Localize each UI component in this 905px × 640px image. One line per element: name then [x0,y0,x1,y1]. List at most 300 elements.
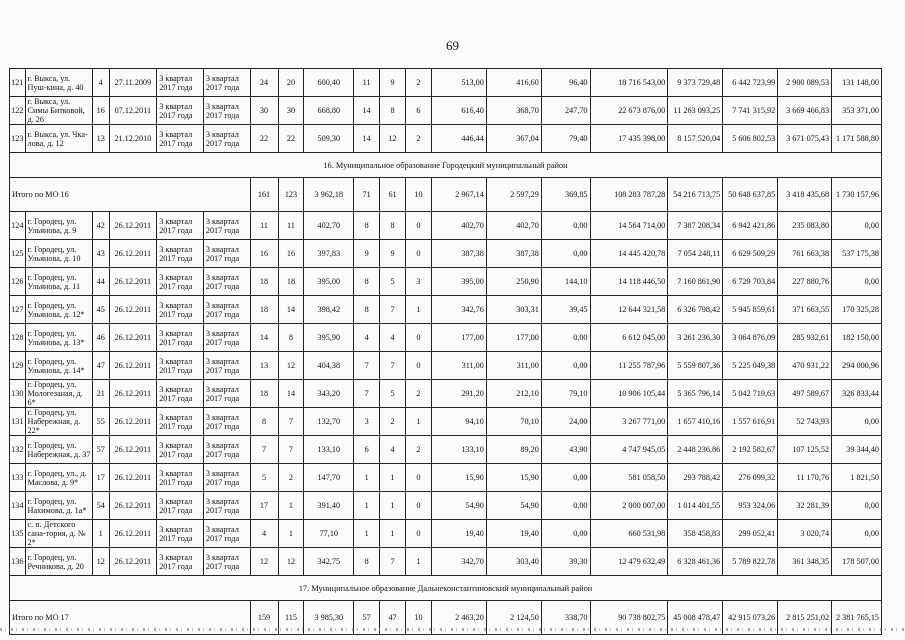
cell-r2: 7 [380,296,406,324]
cell-r1: 1 [354,464,380,492]
section-title: 17. Муниципальное образование Дальнеконстантиновский муниципальный район [10,576,882,601]
cell-s1: 12 479 632,49 [590,548,668,576]
cell-q2: 3 квартал 2017 года [203,548,250,576]
cell-q1: 3 квартал 2017 года [157,408,204,436]
table-row [10,408,882,436]
cell-r1: 8 [354,212,380,240]
cell-s2: 3 261 236,30 [668,324,723,352]
cell-area: 133,10 [304,436,354,464]
total-r2: 61 [380,178,406,212]
total-r3: 10 [405,601,431,635]
cell-q1: 3 квартал 2017 года [157,520,204,548]
total-s1: 108 283 787,28 [590,178,668,212]
cell-s3: 7 741 315,92 [723,97,778,125]
cell-c1: 8 [250,408,278,436]
total-a2: 2 124,50 [486,601,541,635]
cell-c1: 18 [250,296,278,324]
cell-n: 134 [10,492,26,520]
cell-r3: 0 [405,520,431,548]
cell-q2: 3 квартал 2017 года [203,436,250,464]
cell-s3: 5 945 859,61 [723,296,778,324]
cell-s2: 6 328 461,36 [668,548,723,576]
cell-r2: 1 [380,520,406,548]
cell-s4: 32 281,39 [778,492,832,520]
cell-s2: 5 559 807,36 [668,352,723,380]
cell-s5: 0,00 [832,492,882,520]
cell-date: 26.12.2011 [109,296,157,324]
cell-area: 77,10 [304,520,354,548]
cell-date: 21.12.2010 [109,125,157,153]
cell-s3: 953 324,06 [723,492,778,520]
cell-a1: 291,20 [431,380,486,408]
cell-s4: 227 880,76 [778,268,832,296]
cell-q1: 3 квартал 2017 года [157,324,204,352]
cell-no: 44 [92,268,109,296]
total-a1: 2 463,20 [431,601,486,635]
total-s2: 54 216 713,75 [668,178,723,212]
cell-s1: 581 058,50 [590,464,668,492]
total-r1: 71 [354,178,380,212]
cell-s4: 52 743,93 [778,408,832,436]
cell-s2: 7 054 248,11 [668,240,723,268]
cell-s1: 22 673 876,00 [590,97,668,125]
cell-no: 1 [92,520,109,548]
cell-s1: 3 267 771,00 [590,408,668,436]
cell-a2: 15,90 [486,464,541,492]
cell-q1: 3 квартал 2017 года [157,268,204,296]
cell-a1: 19,40 [431,520,486,548]
total-r3: 10 [405,178,431,212]
cell-a2: 416,60 [486,69,541,97]
cell-q1: 3 квартал 2017 года [157,436,204,464]
table-row [10,69,882,97]
cell-s4: 3 669 466,83 [778,97,832,125]
cell-s2: 11 263 093,25 [668,97,723,125]
cell-c2: 16 [278,240,304,268]
cell-a1: 15,90 [431,464,486,492]
cell-q1: 3 квартал 2017 года [157,240,204,268]
cell-q2: 3 квартал 2017 года [203,380,250,408]
cell-date: 26.12.2011 [109,548,157,576]
cell-a3: 79,40 [541,125,590,153]
cell-q2: 3 квартал 2017 года [203,268,250,296]
cell-s2: 9 373 729,48 [668,69,723,97]
cell-area: 342,75 [304,548,354,576]
cell-r2: 5 [380,268,406,296]
cell-s5: 1 821,50 [832,464,882,492]
cell-q1: 3 квартал 2017 года [157,296,204,324]
table-row [10,268,882,296]
cell-s3: 5 789 822,78 [723,548,778,576]
cell-addr: г. Городец, ул. Ульянова, д. 12* [25,296,92,324]
cell-r1: 8 [354,296,380,324]
cell-n: 130 [10,380,26,408]
cell-s3: 5 225 049,38 [723,352,778,380]
cell-n: 131 [10,408,26,436]
cell-area: 668,80 [304,97,354,125]
cell-s4: 107 125,52 [778,436,832,464]
cell-n: 125 [10,240,26,268]
cell-c2: 22 [278,125,304,153]
cell-area: 395,90 [304,324,354,352]
cell-s5: 294 000,96 [832,352,882,380]
cell-s3: 6 729 703,84 [723,268,778,296]
cell-s5: 170 325,28 [832,296,882,324]
cell-s1: 14 564 714,00 [590,212,668,240]
cell-s1: 18 716 543,00 [590,69,668,97]
cell-q1: 3 квартал 2017 года [157,492,204,520]
cell-n: 132 [10,436,26,464]
cell-no: 17 [92,464,109,492]
cell-c2: 1 [278,492,304,520]
cell-r3: 0 [405,352,431,380]
cell-q1: 3 квартал 2017 года [157,69,204,97]
total-s4: 3 418 435,68 [778,178,832,212]
cell-s3: 299 052,41 [723,520,778,548]
cell-s1: 10 906 105,44 [590,380,668,408]
cell-date: 26.12.2011 [109,436,157,464]
table-row [10,548,882,576]
cell-s4: 285 932,61 [778,324,832,352]
cell-s3: 2 192 582,67 [723,436,778,464]
cell-area: 398,42 [304,296,354,324]
cell-c1: 14 [250,324,278,352]
cell-r2: 8 [380,212,406,240]
cell-addr: с. п. Детского сана-тория, д. № 2* [25,520,92,548]
cell-r2: 4 [380,436,406,464]
cell-s4: 3 020,74 [778,520,832,548]
cell-r3: 2 [405,436,431,464]
cell-q2: 3 квартал 2017 года [203,97,250,125]
cell-s1: 17 435 398,00 [590,125,668,153]
cell-s2: 7 387 208,34 [668,212,723,240]
cell-addr: г. Городец, ул. Мологезаная, д. 6* [25,380,92,408]
cell-s2: 293 788,42 [668,464,723,492]
cell-a3: 0,00 [541,324,590,352]
cell-s4: 235 083,80 [778,212,832,240]
table-row [10,240,882,268]
cell-r3: 1 [405,408,431,436]
cell-c1: 22 [250,125,278,153]
cell-date: 27.11.2009 [109,69,157,97]
cell-addr: г. Городец, ул. Ульянова, д. 11 [25,268,92,296]
cell-s1: 2 000 007,00 [590,492,668,520]
scan-edge-noise [0,628,905,631]
cell-area: 147,70 [304,464,354,492]
cell-s5: 178 507,00 [832,548,882,576]
cell-a2: 303,40 [486,548,541,576]
cell-s5: 182 150,00 [832,324,882,352]
cell-a1: 616,40 [431,97,486,125]
cell-r3: 0 [405,492,431,520]
total-label: Итого по МО 17 [10,601,251,635]
table-row [10,125,882,153]
cell-a1: 446,44 [431,125,486,153]
cell-q2: 3 квартал 2017 года [203,324,250,352]
cell-r3: 1 [405,548,431,576]
cell-r2: 8 [380,97,406,125]
cell-a2: 311,00 [486,352,541,380]
cell-r2: 7 [380,352,406,380]
cell-addr: г. Выкса, ул. Чка-лова, д. 12 [25,125,92,153]
cell-a2: 19,40 [486,520,541,548]
cell-a1: 177,00 [431,324,486,352]
cell-s5: 353 371,00 [832,97,882,125]
cell-a1: 395,00 [431,268,486,296]
cell-s2: 8 157 520,04 [668,125,723,153]
cell-addr: г. Городец, ул., д. Маслова, д. 9* [25,464,92,492]
cell-a1: 402,70 [431,212,486,240]
page-number: 69 [446,38,459,53]
cell-r1: 8 [354,548,380,576]
cell-a2: 387,38 [486,240,541,268]
cell-n: 123 [10,125,26,153]
cell-r1: 9 [354,240,380,268]
cell-r3: 1 [405,296,431,324]
cell-c2: 11 [278,212,304,240]
cell-addr: г. Городец, ул. Набережная, д. 37 [25,436,92,464]
cell-c2: 12 [278,548,304,576]
cell-q1: 3 квартал 2017 года [157,212,204,240]
cell-q2: 3 квартал 2017 года [203,520,250,548]
total-r1: 57 [354,601,380,635]
cell-no: 54 [92,492,109,520]
cell-a3: 0,00 [541,212,590,240]
cell-s1: 11 255 787,96 [590,352,668,380]
cell-c1: 17 [250,492,278,520]
cell-date: 26.12.2011 [109,380,157,408]
cell-n: 122 [10,97,26,125]
cell-c2: 1 [278,520,304,548]
cell-a2: 250,90 [486,268,541,296]
cell-addr: г. Выкса, ул. Симы Битковой, д. 26 [25,97,92,125]
total-c2: 115 [278,601,304,635]
cell-r3: 0 [405,212,431,240]
cell-q1: 3 квартал 2017 года [157,125,204,153]
cell-addr: г. Городец, ул. Набережная, д. 22* [25,408,92,436]
total-s5: 1 730 157,96 [832,178,882,212]
cell-r1: 11 [354,69,380,97]
cell-s5: 39 344,40 [832,436,882,464]
cell-c2: 14 [278,296,304,324]
cell-a2: 402,70 [486,212,541,240]
total-a1: 2 967,14 [431,178,486,212]
cell-r1: 7 [354,352,380,380]
cell-a1: 54,90 [431,492,486,520]
cell-c2: 18 [278,268,304,296]
cell-r3: 2 [405,125,431,153]
table-row [10,97,882,125]
cell-no: 47 [92,352,109,380]
cell-c1: 24 [250,69,278,97]
cell-date: 26.12.2011 [109,240,157,268]
cell-area: 402,70 [304,212,354,240]
cell-s1: 14 445 420,78 [590,240,668,268]
table-row [10,212,882,240]
cell-a1: 133,10 [431,436,486,464]
cell-c2: 14 [278,380,304,408]
cell-s3: 6 629 509,29 [723,240,778,268]
table-row [10,324,882,352]
cell-r2: 9 [380,240,406,268]
cell-s3: 5 606 802,53 [723,125,778,153]
cell-s4: 2 900 089,53 [778,69,832,97]
cell-q2: 3 квартал 2017 года [203,240,250,268]
cell-area: 397,83 [304,240,354,268]
total-c1: 159 [250,601,278,635]
cell-a2: 89,20 [486,436,541,464]
cell-no: 43 [92,240,109,268]
cell-n: 135 [10,520,26,548]
total-c2: 123 [278,178,304,212]
total-label: Итого по МО 16 [10,178,251,212]
table-row [10,492,882,520]
cell-s1: 660 531,98 [590,520,668,548]
cell-r2: 2 [380,408,406,436]
cell-c2: 20 [278,69,304,97]
cell-a3: 0,00 [541,492,590,520]
cell-a3: 39,30 [541,548,590,576]
cell-r3: 0 [405,324,431,352]
cell-s5: 0,00 [832,268,882,296]
cell-date: 07.12.2011 [109,97,157,125]
cell-n: 121 [10,69,26,97]
cell-date: 26.12.2011 [109,212,157,240]
cell-r3: 0 [405,240,431,268]
total-row [10,178,882,212]
cell-a3: 43,90 [541,436,590,464]
cell-s4: 761 663,38 [778,240,832,268]
cell-r3: 2 [405,380,431,408]
cell-q1: 3 квартал 2017 года [157,352,204,380]
cell-area: 343,20 [304,380,354,408]
cell-q2: 3 квартал 2017 года [203,352,250,380]
cell-r1: 1 [354,492,380,520]
cell-q1: 3 квартал 2017 года [157,97,204,125]
cell-s1: 4 747 945,05 [590,436,668,464]
cell-a3: 0,00 [541,464,590,492]
cell-r3: 6 [405,97,431,125]
cell-a3: 39,45 [541,296,590,324]
total-a3: 369,85 [541,178,590,212]
section-title: 16. Муниципальное образование Городецкий муниципальный район [10,153,882,178]
cell-q1: 3 квартал 2017 года [157,380,204,408]
cell-r2: 5 [380,380,406,408]
cell-q2: 3 квартал 2017 года [203,464,250,492]
cell-c1: 12 [250,548,278,576]
cell-r2: 4 [380,324,406,352]
cell-r2: 1 [380,464,406,492]
cell-s4: 497 589,67 [778,380,832,408]
cell-r2: 7 [380,548,406,576]
total-c1: 161 [250,178,278,212]
cell-a1: 342,76 [431,296,486,324]
cell-s5: 131 148,00 [832,69,882,97]
cell-r1: 6 [354,436,380,464]
cell-s2: 1 657 410,16 [668,408,723,436]
cell-a2: 177,00 [486,324,541,352]
total-a2: 2 597,29 [486,178,541,212]
cell-area: 404,38 [304,352,354,380]
cell-s3: 6 942 421,86 [723,212,778,240]
cell-c1: 11 [250,212,278,240]
cell-q2: 3 квартал 2017 года [203,408,250,436]
cell-no: 4 [92,69,109,97]
cell-area: 132,70 [304,408,354,436]
cell-a2: 70,10 [486,408,541,436]
total-s3: 42 915 073,26 [723,601,778,635]
table-row [10,296,882,324]
cell-no: 16 [92,97,109,125]
cell-date: 26.12.2011 [109,408,157,436]
cell-s2: 358 458,83 [668,520,723,548]
cell-a2: 368,70 [486,97,541,125]
cell-date: 26.12.2011 [109,268,157,296]
cell-c2: 8 [278,324,304,352]
cell-a1: 311,00 [431,352,486,380]
cell-r1: 7 [354,380,380,408]
cell-area: 600,40 [304,69,354,97]
cell-n: 127 [10,296,26,324]
cell-area: 391,40 [304,492,354,520]
table-row [10,464,882,492]
cell-r1: 8 [354,268,380,296]
total-s5: 2 381 765,15 [832,601,882,635]
cell-a1: 387,38 [431,240,486,268]
cell-a3: 0,00 [541,352,590,380]
cell-q2: 3 квартал 2017 года [203,69,250,97]
cell-s3: 6 442 723,99 [723,69,778,97]
cell-date: 26.12.2011 [109,464,157,492]
cell-s4: 470 931,22 [778,352,832,380]
total-s3: 50 648 637,85 [723,178,778,212]
cell-c1: 18 [250,268,278,296]
cell-r2: 12 [380,125,406,153]
cell-no: 13 [92,125,109,153]
cell-no: 46 [92,324,109,352]
cell-a2: 54,90 [486,492,541,520]
total-area: 3 962,18 [304,178,354,212]
cell-area: 395,00 [304,268,354,296]
cell-n: 133 [10,464,26,492]
cell-q2: 3 квартал 2017 года [203,296,250,324]
cell-s5: 0,00 [832,212,882,240]
total-a3: 338,70 [541,601,590,635]
cell-c2: 2 [278,464,304,492]
cell-q1: 3 квартал 2017 года [157,464,204,492]
cell-a3: 247,70 [541,97,590,125]
cell-r3: 0 [405,464,431,492]
cell-addr: г. Городец, ул. Ульянова, д. 10 [25,240,92,268]
cell-date: 26.12.2011 [109,492,157,520]
cell-s5: 326 833,44 [832,380,882,408]
cell-r1: 14 [354,125,380,153]
cell-s2: 7 160 861,90 [668,268,723,296]
cell-s4: 11 170,76 [778,464,832,492]
cell-s3: 1 557 616,91 [723,408,778,436]
cell-addr: г. Городец, ул. Ульянова, д. 14* [25,352,92,380]
cell-s2: 5 365 796,14 [668,380,723,408]
cell-n: 126 [10,268,26,296]
cell-s1: 14 118 446,50 [590,268,668,296]
section-header-row [10,153,882,178]
cell-s3: 276 099,32 [723,464,778,492]
cell-addr: г. Выкса, ул. Пуш-кина, д. 40 [25,69,92,97]
table-row [10,436,882,464]
cell-s4: 371 663,55 [778,296,832,324]
cell-c1: 16 [250,240,278,268]
cell-no: 21 [92,380,109,408]
